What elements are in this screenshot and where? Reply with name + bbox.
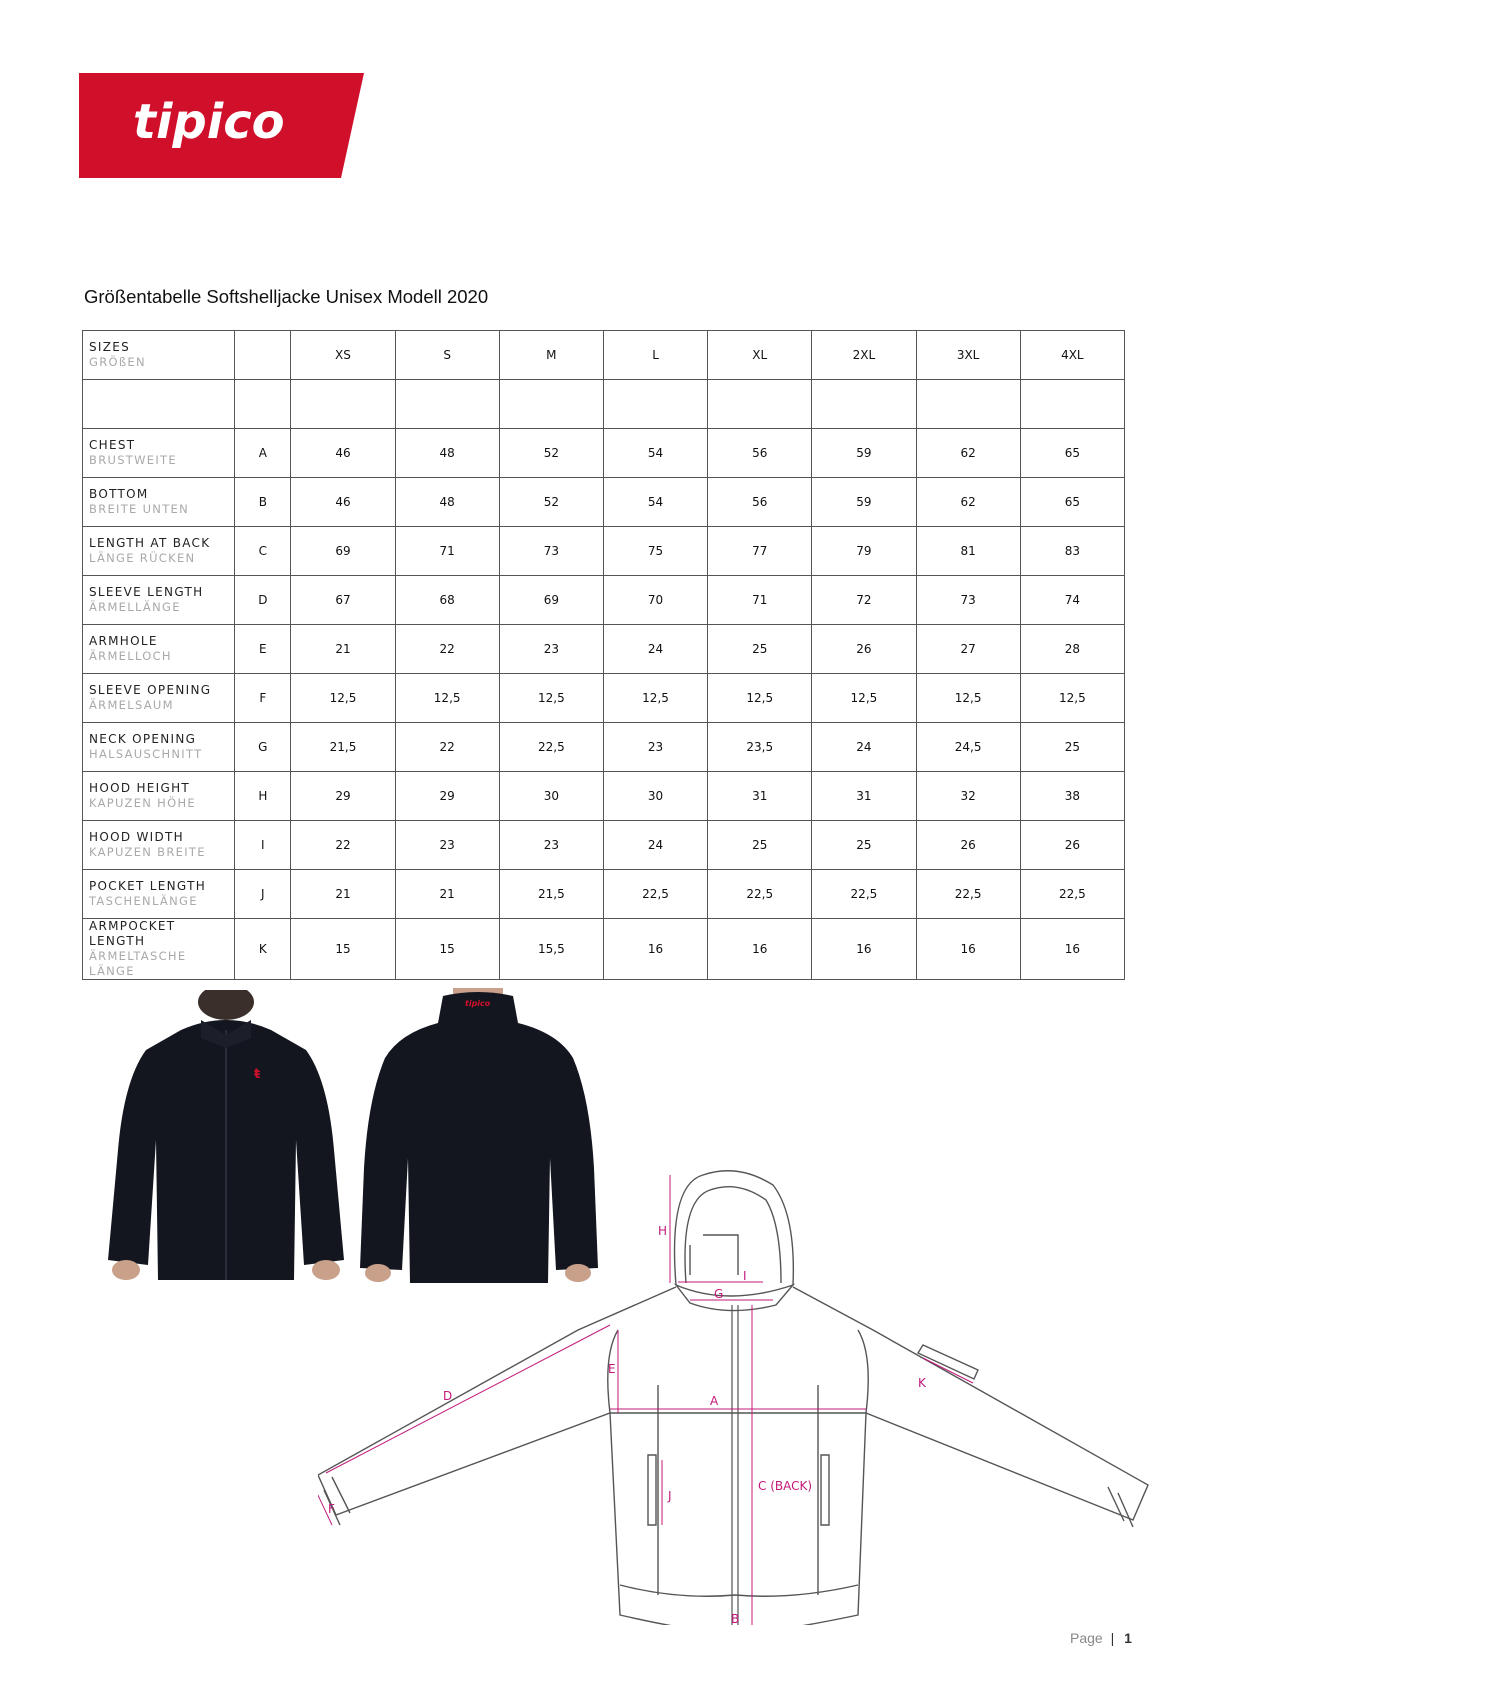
- measurement-code: D: [235, 576, 291, 625]
- value-cell: 27: [916, 625, 1020, 674]
- page-footer: [1070, 1630, 1132, 1646]
- empty-cell: [1020, 380, 1124, 429]
- value-cell: 15,5: [499, 919, 603, 980]
- value-cell: 28: [1020, 625, 1124, 674]
- size-header-l: L: [603, 331, 707, 380]
- jacket-technical-drawing: [318, 1155, 1158, 1625]
- label-e: E: [608, 1362, 616, 1376]
- value-cell: 46: [291, 478, 395, 527]
- value-cell: 46: [291, 429, 395, 478]
- measurement-labels: [328, 1224, 927, 1625]
- table-row: [83, 478, 1125, 527]
- label-de: KAPUZEN BREITE: [89, 845, 206, 859]
- label-b: B: [731, 1612, 740, 1625]
- value-cell: 54: [603, 478, 707, 527]
- label-de: ÄRMELLOCH: [89, 649, 172, 663]
- table-row: [83, 723, 1125, 772]
- row-label-cell: [83, 576, 235, 625]
- size-table-body: [83, 331, 1125, 980]
- label-en: SLEEVE OPENING: [89, 683, 212, 697]
- value-cell: 70: [603, 576, 707, 625]
- value-cell: 16: [708, 919, 812, 980]
- size-table: [82, 330, 1125, 980]
- value-cell: 12,5: [812, 674, 916, 723]
- label-en: SLEEVE LENGTH: [89, 585, 204, 599]
- value-cell: 59: [812, 429, 916, 478]
- value-cell: 22: [395, 723, 499, 772]
- label-de: ÄRMELSAUM: [89, 698, 174, 712]
- value-cell: 22,5: [603, 870, 707, 919]
- label-k: K: [918, 1376, 926, 1390]
- logo-text: tipico: [133, 94, 285, 150]
- table-row: [83, 527, 1125, 576]
- value-cell: 30: [499, 772, 603, 821]
- measurement-code: C: [235, 527, 291, 576]
- table-row: [83, 919, 1125, 980]
- value-cell: 54: [603, 429, 707, 478]
- label-en: SIZES: [89, 340, 131, 354]
- label-en: HOOD HEIGHT: [89, 781, 191, 795]
- label-d: D: [443, 1389, 453, 1403]
- value-cell: 29: [395, 772, 499, 821]
- empty-cell: [708, 380, 812, 429]
- value-cell: 29: [291, 772, 395, 821]
- size-header-s: S: [395, 331, 499, 380]
- table-empty-row: [83, 380, 1125, 429]
- value-cell: 68: [395, 576, 499, 625]
- empty-cell: [235, 380, 291, 429]
- size-header-3xl: 3XL: [916, 331, 1020, 380]
- value-cell: 31: [812, 772, 916, 821]
- value-cell: 22,5: [812, 870, 916, 919]
- head: [198, 990, 254, 1020]
- empty-cell: [812, 380, 916, 429]
- label-c: C (BACK): [758, 1479, 813, 1493]
- value-cell: 24,5: [916, 723, 1020, 772]
- label-de: BRUSTWEITE: [89, 453, 177, 467]
- value-cell: 21,5: [499, 870, 603, 919]
- value-cell: 62: [916, 429, 1020, 478]
- table-row: [83, 674, 1125, 723]
- value-cell: 81: [916, 527, 1020, 576]
- value-cell: 12,5: [1020, 674, 1124, 723]
- value-cell: 25: [812, 821, 916, 870]
- row-label-cell: [83, 527, 235, 576]
- label-en: POCKET LENGTH: [89, 879, 207, 893]
- label-g: G: [714, 1287, 724, 1301]
- center-zipper: [732, 1305, 738, 1625]
- value-cell: 16: [812, 919, 916, 980]
- value-cell: 56: [708, 478, 812, 527]
- label-de: LÄNGE RÜCKEN: [89, 551, 196, 565]
- value-cell: 26: [1020, 821, 1124, 870]
- measurement-code: I: [235, 821, 291, 870]
- value-cell: 24: [603, 821, 707, 870]
- jacket-front-photo: [106, 990, 346, 1280]
- chest-logo-icon: ŧ: [254, 1067, 261, 1082]
- measurement-code: G: [235, 723, 291, 772]
- value-cell: 23: [603, 723, 707, 772]
- value-cell: 21,5: [291, 723, 395, 772]
- value-cell: 22,5: [1020, 870, 1124, 919]
- value-cell: 48: [395, 478, 499, 527]
- value-cell: 71: [395, 527, 499, 576]
- label-en: CHEST: [89, 438, 136, 452]
- value-cell: 22,5: [708, 870, 812, 919]
- value-cell: 15: [395, 919, 499, 980]
- value-cell: 73: [499, 527, 603, 576]
- value-cell: 12,5: [291, 674, 395, 723]
- label-en: NECK OPENING: [89, 732, 197, 746]
- table-row: [83, 821, 1125, 870]
- back-logo-text: tipico: [465, 999, 491, 1008]
- label-en: ARMHOLE: [89, 634, 158, 648]
- measurement-code: B: [235, 478, 291, 527]
- value-cell: 12,5: [708, 674, 812, 723]
- label-de: KAPUZEN HÖHE: [89, 796, 196, 810]
- measurement-code: F: [235, 674, 291, 723]
- value-cell: 69: [499, 576, 603, 625]
- value-cell: 12,5: [916, 674, 1020, 723]
- row-label-cell: [83, 331, 235, 380]
- value-cell: 52: [499, 429, 603, 478]
- label-en: HOOD WIDTH: [89, 830, 184, 844]
- value-cell: 23: [395, 821, 499, 870]
- row-label-cell: [83, 821, 235, 870]
- value-cell: 16: [916, 919, 1020, 980]
- size-header-xs: XS: [291, 331, 395, 380]
- empty-cell: [83, 380, 235, 429]
- table-header-row: [83, 331, 1125, 380]
- value-cell: 22: [291, 821, 395, 870]
- label-en: ARMPOCKET LENGTH: [89, 919, 176, 948]
- value-cell: 38: [1020, 772, 1124, 821]
- value-cell: 56: [708, 429, 812, 478]
- empty-cell: [499, 380, 603, 429]
- label-j: J: [668, 1489, 672, 1503]
- page-title: Größentabelle Softshelljacke Unisex Modell 2020: [84, 286, 489, 307]
- value-cell: 72: [812, 576, 916, 625]
- page-separator: |: [1110, 1630, 1115, 1646]
- row-label-cell: [83, 429, 235, 478]
- size-header-xl: XL: [708, 331, 812, 380]
- value-cell: 77: [708, 527, 812, 576]
- value-cell: 26: [812, 625, 916, 674]
- table-row: [83, 772, 1125, 821]
- value-cell: 30: [603, 772, 707, 821]
- empty-cell: [291, 380, 395, 429]
- row-label-cell: [83, 625, 235, 674]
- value-cell: 15: [291, 919, 395, 980]
- tipico-logo: [79, 73, 364, 178]
- measurement-lines: [318, 1175, 973, 1625]
- code-header-cell: [235, 331, 291, 380]
- row-label-cell: [83, 772, 235, 821]
- table-row: [83, 625, 1125, 674]
- value-cell: 23: [499, 821, 603, 870]
- empty-cell: [395, 380, 499, 429]
- row-label-cell: [83, 674, 235, 723]
- row-label-cell: [83, 870, 235, 919]
- value-cell: 12,5: [499, 674, 603, 723]
- label-de: ÄRMELLÄNGE: [89, 600, 181, 614]
- left-hand: [112, 1260, 140, 1280]
- page-label: Page: [1070, 1630, 1103, 1646]
- row-label-cell: [83, 919, 235, 980]
- label-de: ÄRMELTASCHE LÄNGE: [89, 949, 187, 978]
- value-cell: 21: [291, 625, 395, 674]
- label-en: BOTTOM: [89, 487, 149, 501]
- value-cell: 12,5: [395, 674, 499, 723]
- value-cell: 25: [1020, 723, 1124, 772]
- value-cell: 67: [291, 576, 395, 625]
- value-cell: 73: [916, 576, 1020, 625]
- label-a: A: [710, 1394, 719, 1408]
- value-cell: 24: [603, 625, 707, 674]
- value-cell: 12,5: [603, 674, 707, 723]
- row-label-cell: [83, 723, 235, 772]
- value-cell: 32: [916, 772, 1020, 821]
- value-cell: 16: [1020, 919, 1124, 980]
- value-cell: 62: [916, 478, 1020, 527]
- value-cell: 52: [499, 478, 603, 527]
- label-f: F: [328, 1502, 335, 1516]
- measurement-code: A: [235, 429, 291, 478]
- value-cell: 26: [916, 821, 1020, 870]
- value-cell: 65: [1020, 429, 1124, 478]
- size-header-4xl: 4XL: [1020, 331, 1124, 380]
- page-number: 1: [1124, 1630, 1132, 1646]
- value-cell: 22,5: [916, 870, 1020, 919]
- size-header-2xl: 2XL: [812, 331, 916, 380]
- value-cell: 24: [812, 723, 916, 772]
- value-cell: 71: [708, 576, 812, 625]
- empty-cell: [603, 380, 707, 429]
- row-label-cell: [83, 478, 235, 527]
- value-cell: 65: [1020, 478, 1124, 527]
- table-row: [83, 870, 1125, 919]
- value-cell: 21: [291, 870, 395, 919]
- size-header-m: M: [499, 331, 603, 380]
- measurement-code: K: [235, 919, 291, 980]
- value-cell: 69: [291, 527, 395, 576]
- label-de: GRÖßEN: [89, 355, 146, 369]
- empty-cell: [916, 380, 1020, 429]
- measurement-code: H: [235, 772, 291, 821]
- value-cell: 25: [708, 821, 812, 870]
- value-cell: 75: [603, 527, 707, 576]
- label-h: H: [658, 1224, 668, 1238]
- label-en: LENGTH AT BACK: [89, 536, 211, 550]
- value-cell: 74: [1020, 576, 1124, 625]
- value-cell: 23,5: [708, 723, 812, 772]
- measurement-code: J: [235, 870, 291, 919]
- measurement-code: E: [235, 625, 291, 674]
- value-cell: 23: [499, 625, 603, 674]
- label-de: TASCHENLÄNGE: [89, 894, 198, 908]
- value-cell: 22: [395, 625, 499, 674]
- label-i: I: [743, 1269, 747, 1283]
- value-cell: 79: [812, 527, 916, 576]
- value-cell: 48: [395, 429, 499, 478]
- value-cell: 22,5: [499, 723, 603, 772]
- label-de: HALSAUSCHNITT: [89, 747, 203, 761]
- value-cell: 21: [395, 870, 499, 919]
- value-cell: 16: [603, 919, 707, 980]
- value-cell: 59: [812, 478, 916, 527]
- table-row: [83, 576, 1125, 625]
- label-de: BREITE UNTEN: [89, 502, 189, 516]
- table-row: [83, 429, 1125, 478]
- value-cell: 83: [1020, 527, 1124, 576]
- value-cell: 25: [708, 625, 812, 674]
- value-cell: 31: [708, 772, 812, 821]
